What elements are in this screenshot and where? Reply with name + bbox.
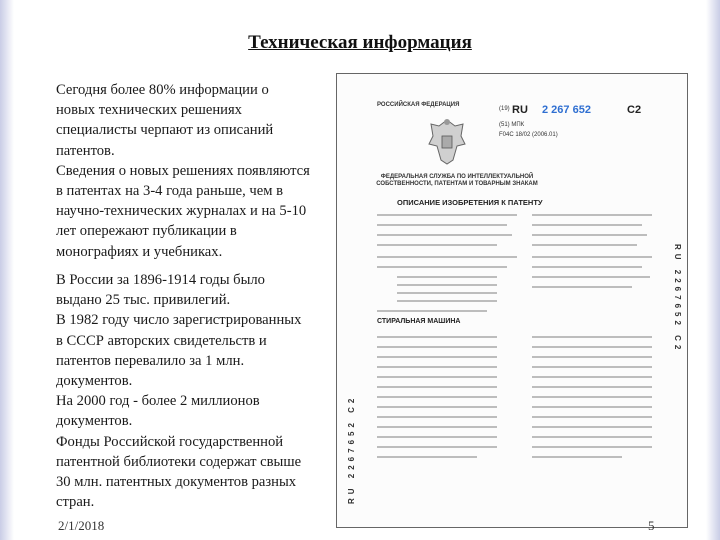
slide-date: 2/1/2018 — [58, 518, 105, 533]
left-decor-bar — [0, 0, 14, 540]
text-line: Сведения о новых решениях появляются — [56, 162, 310, 179]
patent-country-header: РОССИЙСКАЯ ФЕДЕРАЦИЯ — [377, 102, 460, 108]
paragraph-statistics — [56, 270, 346, 512]
text-line: в СССР авторских свидетельств и — [56, 332, 267, 349]
slide-title: Техническая информация — [248, 32, 472, 53]
text-line: стран. — [56, 494, 95, 511]
text-line: документов. — [56, 413, 133, 430]
text-line: монографиях и учебниках. — [56, 243, 223, 260]
patent-side-code-left: RU 2267652 C2 — [347, 394, 356, 504]
slide-page-number: 5 — [648, 518, 655, 533]
text-line: Сегодня более 80% информации о — [56, 82, 269, 98]
text-line: лет опережают публикации в — [56, 223, 237, 240]
patent-ru-code: RU — [512, 104, 528, 116]
coat-of-arms-icon — [425, 116, 469, 166]
text-line: выдано 25 тыс. привилегий. — [56, 292, 231, 309]
text-line: патентной библиотеки содержат свыше — [56, 453, 302, 470]
patent-kind: C2 — [627, 104, 642, 116]
text-line: На 2000 год - более 2 миллионов — [56, 393, 260, 410]
text-line: В России за 1896-1914 годы было — [56, 272, 265, 288]
text-line: научно-технических журналах и на 5-10 — [56, 203, 307, 220]
text-line: 30 млн. патентных документов разных — [56, 474, 297, 491]
patent-invention-title: СТИРАЛЬНАЯ МАШИНА — [377, 318, 461, 325]
patent-doc-title: ОПИСАНИЕ ИЗОБРЕТЕНИЯ К ПАТЕНТУ — [397, 198, 543, 207]
text-line: в патентах на 3-4 года раньше, чем в — [56, 183, 284, 200]
patent-ipc: F04C 18/02 (2006.01) — [499, 132, 558, 138]
patent-number: 2 267 652 — [542, 104, 591, 116]
patent-document-image: РОССИЙСКАЯ ФЕДЕРАЦИЯ (19) RU 2 267 652 C2 (51) МПК F04C 18/02 (2006.01) ФЕДЕРАЛЬНАЯ СЛУЖБА ПО ИНТЕЛЛЕКТУАЛЬНОЙ СОБСТВЕННОСТИ, ПАТЕНТАМ И ТОВАРНЫМ ЗНАКАМ ОПИСАНИЕ ИЗОБРЕТЕНИЯ К ПАТЕНТУ СТИРАЛЬНАЯ МАШИНА RU 2267652 C2 RU 2267652 C2 — [336, 73, 688, 528]
text-line: документов. — [56, 373, 133, 390]
text-line: патентов. — [56, 142, 115, 159]
right-decor-bar — [706, 0, 720, 540]
text-line: новых технических решениях — [56, 102, 242, 119]
paragraph-info-sources — [56, 80, 346, 262]
text-line: патентов перевалило за 1 млн. — [56, 352, 245, 369]
text-line: Фонды Российской государственной — [56, 433, 284, 450]
patent-agency: ФЕДЕРАЛЬНАЯ СЛУЖБА ПО ИНТЕЛЛЕКТУАЛЬНОЙ СОБСТВЕННОСТИ, ПАТЕНТАМ И ТОВАРНЫМ ЗНАКАМ — [376, 174, 538, 187]
patent-side-code-right: RU 2267652 C2 — [673, 244, 682, 354]
text-line: В 1982 году число зарегистрированных — [56, 312, 302, 329]
text-line: специалисты черпают из описаний — [56, 122, 274, 139]
